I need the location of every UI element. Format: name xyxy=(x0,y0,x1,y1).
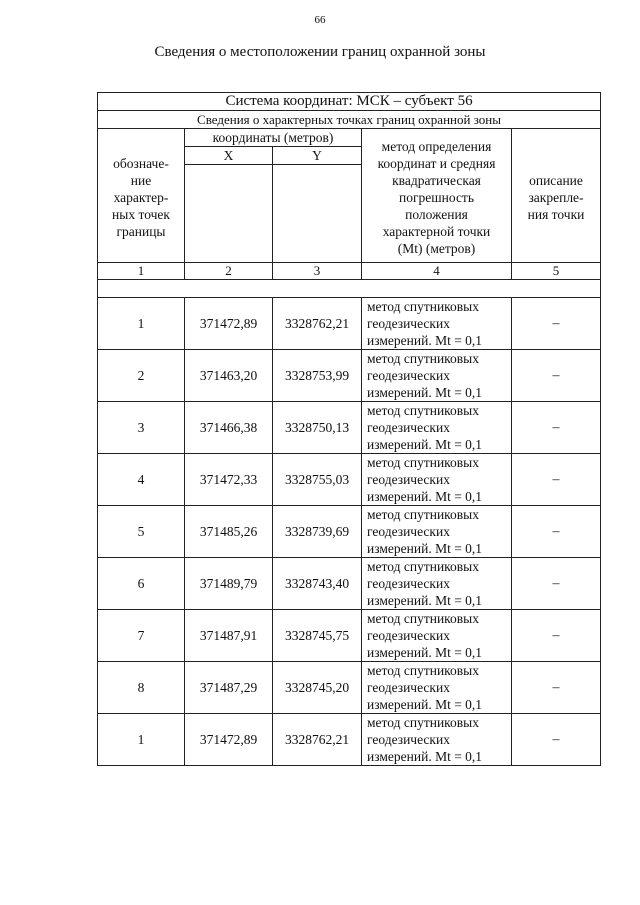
method-cell: метод спутниковых геодезических измерений. Mt = 0,1 xyxy=(362,454,512,506)
x-cell: 371485,26 xyxy=(185,506,273,558)
method-cell: метод спутниковых геодезических измерений. Mt = 0,1 xyxy=(362,714,512,766)
header-y-blank xyxy=(273,165,362,263)
x-cell: 371472,33 xyxy=(185,454,273,506)
point-cell: 8 xyxy=(98,662,185,714)
point-cell: 4 xyxy=(98,454,185,506)
point-cell: 5 xyxy=(98,506,185,558)
index-cell: 1 xyxy=(98,263,185,280)
header-description: описание закрепле- ния точки xyxy=(512,129,601,263)
point-cell: 1 xyxy=(98,298,185,350)
table-row xyxy=(98,298,601,350)
x-cell: 371466,38 xyxy=(185,402,273,454)
point-cell: 1 xyxy=(98,714,185,766)
index-cell: 5 xyxy=(512,263,601,280)
header-x: X xyxy=(185,147,273,165)
y-cell: 3328739,69 xyxy=(273,506,362,558)
method-cell: метод спутниковых геодезических измерений. Mt = 0,1 xyxy=(362,558,512,610)
y-cell: 3328750,13 xyxy=(273,402,362,454)
method-cell: метод спутниковых геодезических измерений. Mt = 0,1 xyxy=(362,402,512,454)
x-cell: 371489,79 xyxy=(185,558,273,610)
description-cell: – xyxy=(512,662,601,714)
blank-cell xyxy=(98,280,601,298)
blank-row xyxy=(98,280,601,298)
y-cell: 3328762,21 xyxy=(273,714,362,766)
point-cell: 2 xyxy=(98,350,185,402)
description-cell: – xyxy=(512,610,601,662)
point-cell: 3 xyxy=(98,402,185,454)
method-cell: метод спутниковых геодезических измерений. Mt = 0,1 xyxy=(362,610,512,662)
header-x-blank xyxy=(185,165,273,263)
table-row xyxy=(98,714,601,766)
column-index-row xyxy=(98,263,601,280)
x-cell: 371472,89 xyxy=(185,298,273,350)
description-cell: – xyxy=(512,350,601,402)
header-point-designation: обозначе- ние характер- ных точек границы xyxy=(98,129,185,263)
description-cell: – xyxy=(512,454,601,506)
header-coordinates: координаты (метров) xyxy=(185,129,362,147)
description-cell: – xyxy=(512,402,601,454)
method-cell: метод спутниковых геодезических измерений. Mt = 0,1 xyxy=(362,298,512,350)
boundary-points-table xyxy=(97,92,601,766)
coordinate-system: Система координат: МСК – субъект 56 xyxy=(98,93,601,111)
table-row xyxy=(98,350,601,402)
table-subtitle: Сведения о характерных точках границ охранной зоны xyxy=(98,111,601,129)
description-cell: – xyxy=(512,298,601,350)
y-cell: 3328745,20 xyxy=(273,662,362,714)
index-cell: 2 xyxy=(185,263,273,280)
x-cell: 371487,91 xyxy=(185,610,273,662)
index-cell: 3 xyxy=(273,263,362,280)
method-cell: метод спутниковых геодезических измерений. Mt = 0,1 xyxy=(362,350,512,402)
x-cell: 371487,29 xyxy=(185,662,273,714)
description-cell: – xyxy=(512,714,601,766)
table-row xyxy=(98,506,601,558)
method-cell: метод спутниковых геодезических измерений. Mt = 0,1 xyxy=(362,662,512,714)
table-row xyxy=(98,402,601,454)
method-cell: метод спутниковых геодезических измерений. Mt = 0,1 xyxy=(362,506,512,558)
table-row xyxy=(98,662,601,714)
header-y: Y xyxy=(273,147,362,165)
point-cell: 7 xyxy=(98,610,185,662)
index-cell: 4 xyxy=(362,263,512,280)
y-cell: 3328762,21 xyxy=(273,298,362,350)
header-method: метод определения координат и средняя квадратическая погрешность положения характерной точки (Mt) (метров) xyxy=(362,129,512,263)
y-cell: 3328743,40 xyxy=(273,558,362,610)
table-row xyxy=(98,610,601,662)
y-cell: 3328745,75 xyxy=(273,610,362,662)
x-cell: 371472,89 xyxy=(185,714,273,766)
table-row xyxy=(98,558,601,610)
page-number: 66 xyxy=(314,14,326,26)
point-cell: 6 xyxy=(98,558,185,610)
y-cell: 3328753,99 xyxy=(273,350,362,402)
description-cell: – xyxy=(512,558,601,610)
y-cell: 3328755,03 xyxy=(273,454,362,506)
x-cell: 371463,20 xyxy=(185,350,273,402)
description-cell: – xyxy=(512,506,601,558)
table-row xyxy=(98,454,601,506)
page-title: Сведения о местоположении границ охранной зоны xyxy=(154,44,486,60)
